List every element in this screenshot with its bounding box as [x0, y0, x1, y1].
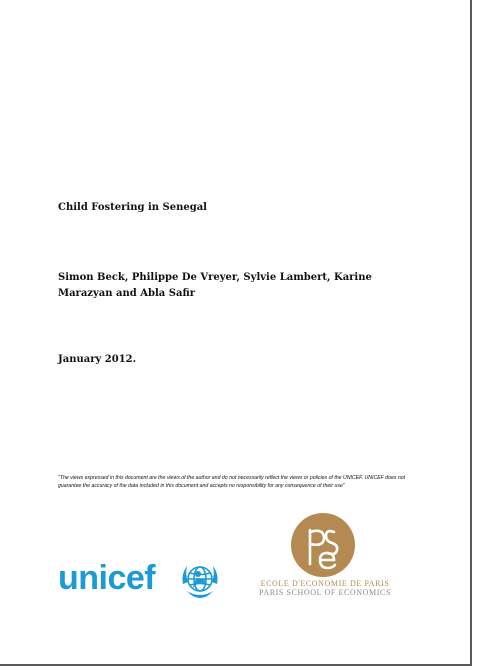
- pse-name-english: PARIS SCHOOL OF ECONOMICS: [259, 588, 391, 597]
- unicef-wordmark: unicef: [58, 559, 156, 597]
- document-title: Child Fostering in Senegal: [58, 202, 207, 213]
- unicef-logo: [58, 556, 228, 600]
- pse-monogram-icon: [290, 512, 356, 578]
- disclaimer-text: "The views expressed in this document are the views of the author and do not necessarily reflect the views or policies of the UNICEF. UNICEF does not guarantee the accuracy of the data included in this document and accepts no responsibility for any consequence of their use": [58, 475, 406, 489]
- unicef-emblem-icon: [179, 558, 221, 600]
- pse-name-french: ECOLE D'ECONOMIE DE PARIS: [260, 579, 390, 588]
- pse-logo: [250, 512, 400, 596]
- document-date: January 2012.: [58, 354, 137, 365]
- document-authors: Simon Beck, Philippe De Vreyer, Sylvie Lambert, Karine Marazyan and Abla Safir: [58, 272, 372, 299]
